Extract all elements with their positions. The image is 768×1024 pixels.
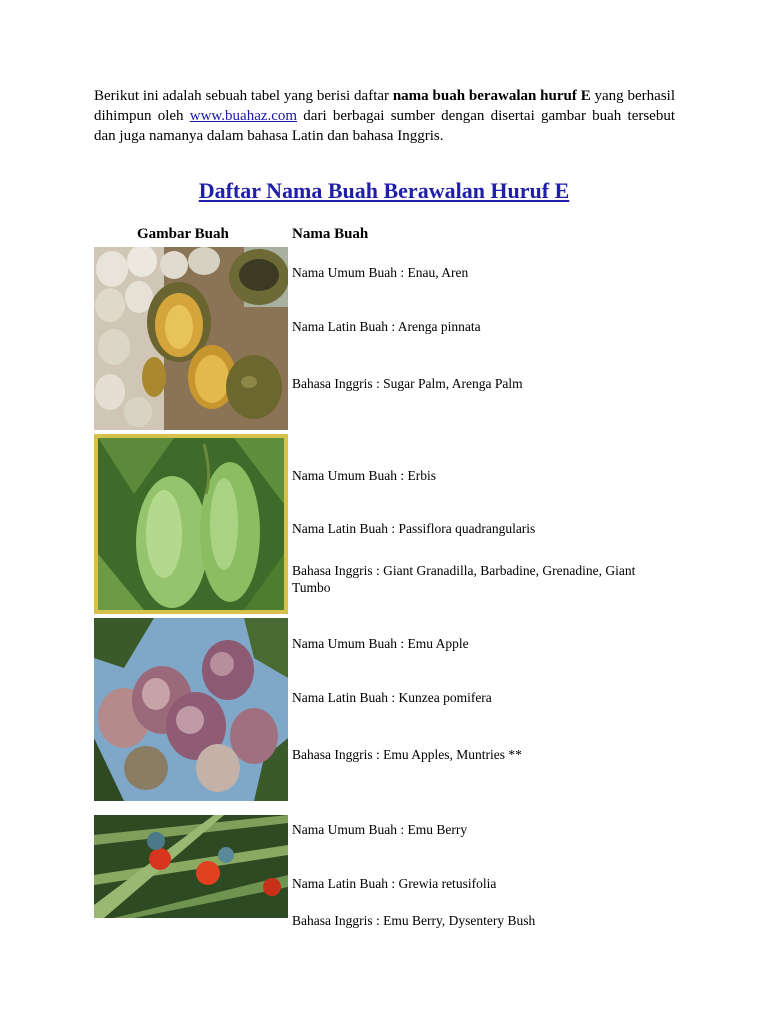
emu-berry-common-name: Nama Umum Buah : Emu Berry <box>292 822 468 837</box>
enau-aren-fruit-photo <box>94 247 288 430</box>
intro-text-1: Berikut ini adalah sebuah tabel yang berisi daftar <box>94 88 393 104</box>
emu-berry-latin-name: Nama Latin Buah : Grewia retusifolia <box>292 876 497 891</box>
intro-text-2: yang berhasil dihimpun oleh <box>94 88 675 124</box>
enau-latin-name: Nama Latin Buah : Arenga pinnata <box>292 319 481 334</box>
erbis-english-name: Bahasa Inggris : Giant Granadilla, Barbadine, Grenadine, Giant Tumbo <box>292 563 636 595</box>
page-title: Daftar Nama Buah Berawalan Huruf E <box>198 178 570 203</box>
header-gambar-buah: Gambar Buah <box>137 226 229 242</box>
emu-apple-latin-name: Nama Latin Buah : Kunzea pomifera <box>292 690 492 705</box>
erbis-latin-name: Nama Latin Buah : Passiflora quadrangularis <box>292 521 536 536</box>
emu-berry-english-name: Bahasa Inggris : Emu Berry, Dysentery Bush <box>292 913 536 928</box>
emu-apple-fruit-photo <box>94 618 288 801</box>
emu-berry-fruit-photo <box>94 815 288 918</box>
intro-bold-text: nama buah berawalan huruf E <box>392 88 591 104</box>
emu-apple-common-name: Nama Umum Buah : Emu Apple <box>292 636 469 651</box>
erbis-fruit-photo <box>94 434 288 614</box>
buahaz-link[interactable]: www.buahaz.com <box>189 108 298 124</box>
intro-text-3: dari berbagai sumber dengan disertai gambar buah tersebut dan juga namanya dalam bahasa Latin dan bahasa Inggris. <box>94 108 676 144</box>
erbis-common-name: Nama Umum Buah : Erbis <box>292 468 436 483</box>
emu-apple-english-name: Bahasa Inggris : Emu Apples, Muntries ** <box>292 747 522 762</box>
intro-paragraph <box>94 86 675 146</box>
enau-common-name: Nama Umum Buah : Enau, Aren <box>292 265 469 280</box>
enau-english-name: Bahasa Inggris : Sugar Palm, Arenga Palm <box>292 376 523 391</box>
header-nama-buah: Nama Buah <box>292 226 369 242</box>
